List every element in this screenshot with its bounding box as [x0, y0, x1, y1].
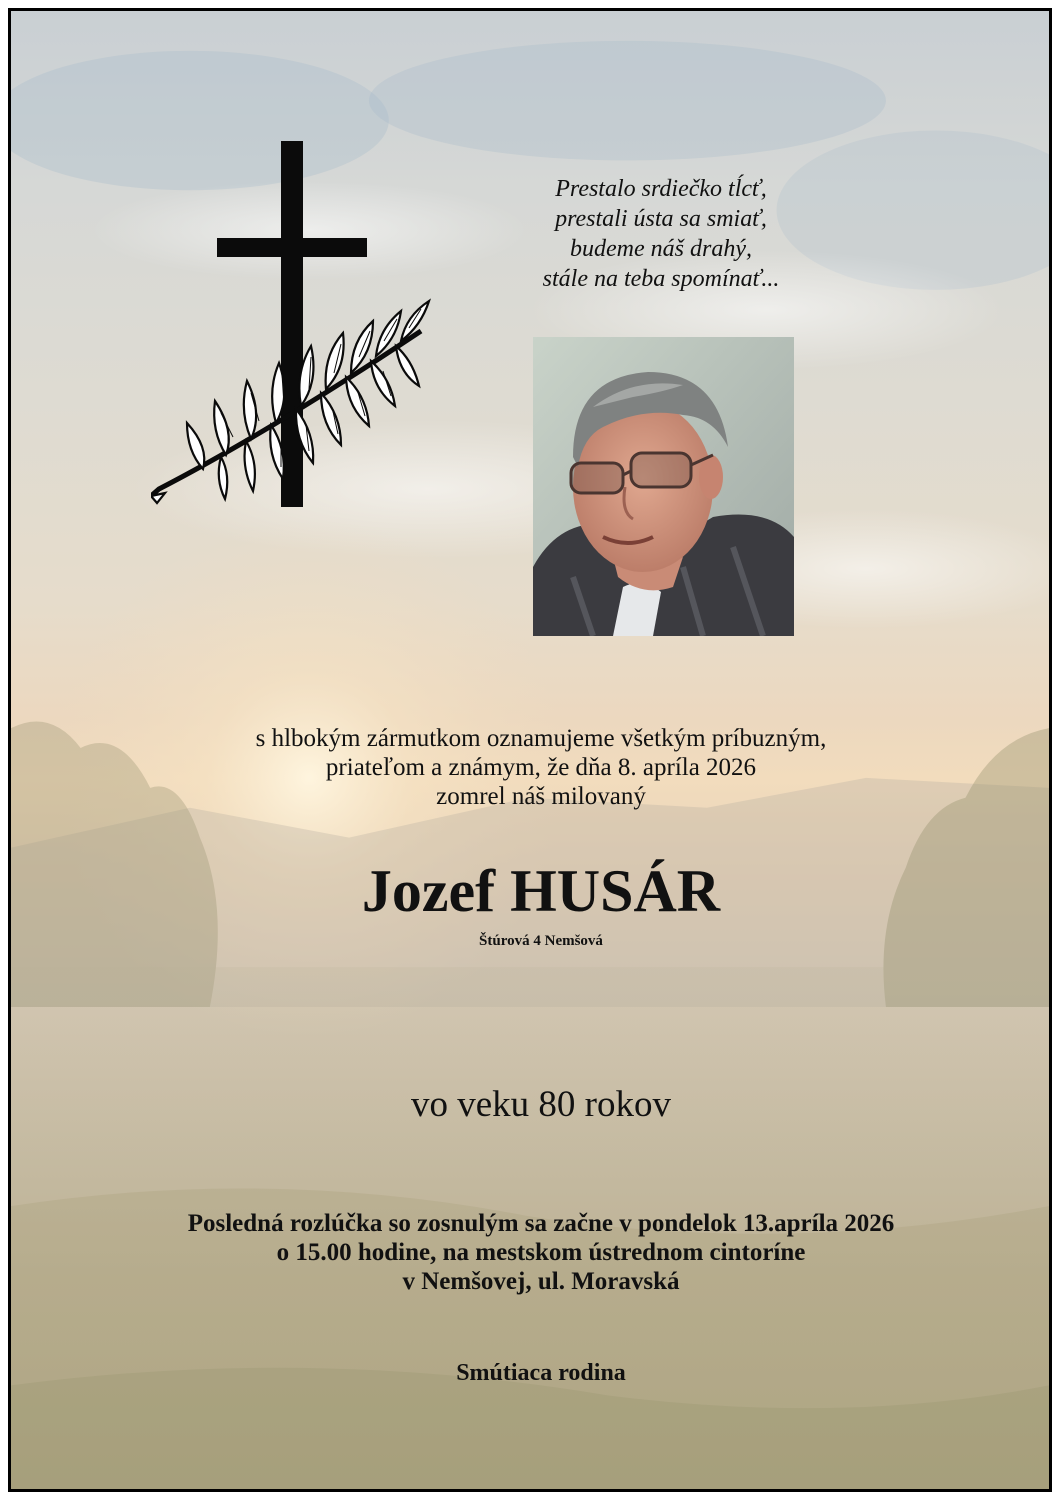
obituary-frame	[8, 8, 1052, 1492]
funeral-line: o 15.00 hodine, na mestskom ústrednom cintoríne	[276, 1239, 806, 1266]
announcement-line: zomrel náš milovaný	[436, 783, 646, 810]
poem-line: budeme náš drahý,	[570, 236, 752, 262]
announcement-line: s hlbokým zármutkom oznamujeme všetkým príbuzným,	[255, 725, 827, 752]
deceased-address: Štúrová 4 Nemšová	[479, 933, 603, 949]
family-signature: Smútiaca rodina	[456, 1360, 626, 1386]
cross-with-palm	[151, 141, 451, 531]
poem	[451, 174, 871, 294]
funeral-line: v Nemšovej, ul. Moravská	[402, 1268, 680, 1295]
funeral-line: Posledná rozlúčka so zosnulým sa začne v pondelok 13.apríla 2026	[187, 1210, 895, 1237]
cross-icon	[217, 141, 367, 507]
poem-line: prestali ústa sa smiať,	[555, 206, 767, 232]
poem-line: Prestalo srdiečko tĺcť,	[555, 176, 767, 202]
announcement-text	[91, 724, 991, 811]
deceased-age: vo veku 80 rokov	[411, 1084, 671, 1125]
deceased-name: Jozef HUSÁR	[361, 858, 721, 924]
poem-line: stále na teba spomínať...	[542, 266, 780, 292]
announcement-line: priateľom a známym, že dňa 8. apríla 2026	[325, 754, 757, 781]
portrait-photo	[533, 337, 794, 636]
funeral-info	[71, 1209, 1011, 1296]
